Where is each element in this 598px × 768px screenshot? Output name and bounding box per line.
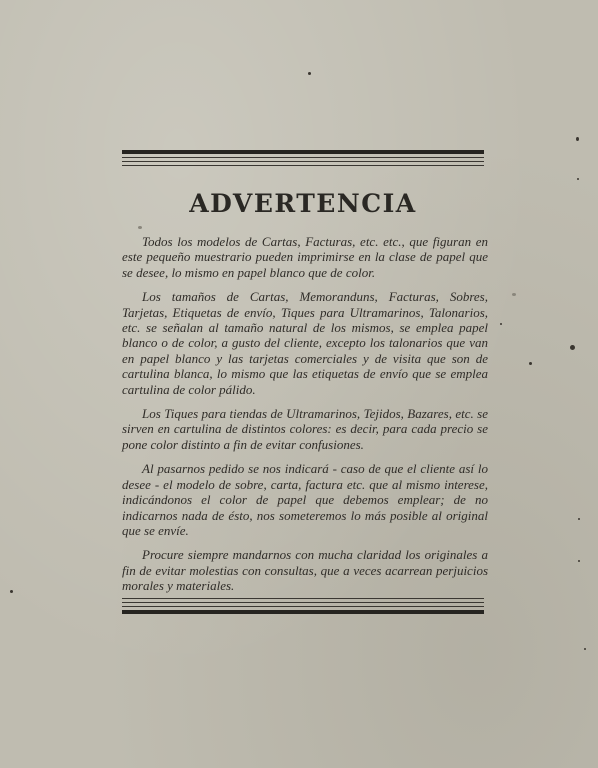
paragraph: Procure siempre mandarnos con mucha claridad los originales a fin de evitar molestias con consultas, que a veces acarrean perjuicios morales y materiales. — [122, 547, 488, 594]
paper-speck — [570, 345, 575, 350]
paper-speck — [512, 293, 516, 296]
bottom-rule-ornament — [122, 598, 484, 614]
rule-thin — [122, 602, 484, 603]
paper-speck — [10, 590, 13, 593]
paper-speck — [308, 72, 311, 75]
paper-speck — [578, 518, 580, 520]
paragraph: Los tamaños de Cartas, Memoranduns, Facturas, Sobres, Tarjetas, Etiquetas de envío, Tiques para Ultramarinos, Talonarios, etc. se señalan al tamaño natural de los mismos, se emplea papel blanco o de color, a gusto del cliente, excepto los talonarios que van en papel blanco y las tarjetas comerciales y de visita que son de cartulina blanca, lo mismo que las etiquetas de envío que se emplea cartulina de color pálido. — [122, 289, 488, 397]
paper-speck — [578, 560, 580, 562]
rule-thin — [122, 165, 484, 166]
paragraph: Los Tiques para tiendas de Ultramarinos, Tejidos, Bazares, etc. se sirven en cartulina de distintos colores: es decir, para cada precio se pone color distinto a fin de evitar confusiones. — [122, 406, 488, 452]
paragraph: Al pasarnos pedido se nos indicará - caso de que el cliente así lo desee - el modelo de sobre, carta, factura etc. que al mismo interese, indicándonos el color de papel que debemos emplear; de no indicarnos nada de ésto, nos someteremos lo más posible al original que se envíe. — [122, 461, 488, 538]
page-title: ADVERTENCIA — [189, 189, 417, 218]
rule-thin — [122, 606, 484, 607]
rule-thin — [122, 161, 484, 162]
rule-thick — [122, 610, 484, 614]
rule-thick — [122, 150, 484, 154]
rule-thin — [122, 598, 484, 599]
paper-speck — [500, 323, 502, 325]
paper-speck — [584, 648, 586, 650]
paper-speck — [529, 362, 532, 365]
paper-speck — [577, 178, 579, 180]
notice-body — [122, 234, 488, 603]
paper-speck — [576, 137, 579, 141]
paragraph: Todos los modelos de Cartas, Facturas, etc. etc., que figuran en este pequeño muestrario pueden imprimirse en la clase de papel que se desee, lo mismo en papel blanco que de color. — [122, 234, 488, 280]
rule-thin — [122, 157, 484, 158]
paper-speck — [138, 226, 142, 229]
top-rule-ornament — [122, 150, 484, 166]
